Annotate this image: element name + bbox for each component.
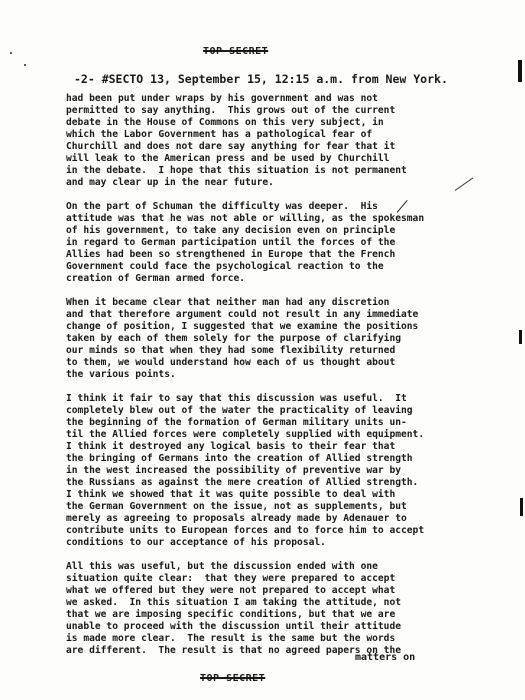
text-line: On the part of Schuman the difficulty was deeper. His — [66, 201, 378, 212]
text-line: the German Government on the issue, not as supplements, but — [66, 501, 407, 512]
scan-speck — [24, 64, 26, 66]
document-body — [66, 93, 506, 669]
text-line: I think it destroyed any logical basis to their fear that — [66, 441, 396, 452]
scan-edge-artifact — [518, 60, 522, 82]
paragraph-1 — [66, 93, 506, 189]
text-line: debate in the House of Commons on this very subject, in — [66, 117, 384, 128]
text-line: I think it fair to say that this discussion was useful. It — [66, 393, 407, 404]
scan-edge-artifact — [520, 498, 523, 516]
text-line: the beginning of the formation of German military units un- — [66, 417, 407, 428]
paragraph-4 — [66, 393, 506, 549]
text-line: the Russians as against the mere creation of Allied strength. — [66, 477, 419, 488]
text-line: situation quite clear: that they were prepared to accept — [66, 573, 396, 584]
continuation-text: matters on — [355, 652, 416, 663]
text-line: and that therefore argument could not result in any immediate — [66, 309, 419, 320]
paragraph-3 — [66, 297, 506, 381]
text-line: When it became clear that neither man had any discretion — [66, 297, 390, 308]
text-line: creation of German armed force. — [66, 273, 246, 284]
text-line: had been put under wraps by his government and was not — [66, 93, 378, 104]
text-line: I think we showed that it was quite possible to deal with — [66, 489, 396, 500]
scan-speck — [10, 52, 12, 54]
text-line: the various points. — [66, 369, 176, 380]
text-line: merely as agreeing to proposals already made by Adenauer to — [66, 513, 407, 524]
text-line: which the Labor Government has a pathological fear of — [66, 129, 373, 140]
text-line: to them, we would understand how each of us thought about — [66, 357, 396, 368]
text-line: attitude was that he was not able or willing, as the spokesman — [66, 213, 425, 224]
text-line: what we offered but they were not prepared to accept what — [66, 585, 396, 596]
text-line: we asked. In this situation I am taking the attitude, not — [66, 597, 402, 608]
text-line: is made more clear. The result is the same but the words — [66, 633, 396, 644]
classification-marking-bottom: TOP SECRET — [200, 673, 266, 684]
text-line: completely blew out of the water the practicality of leaving — [66, 405, 413, 416]
scan-edge-artifact — [519, 330, 522, 344]
classification-marking-top: TOP SECRET — [203, 46, 269, 57]
text-line: unable to proceed with the discussion until their attitude — [66, 621, 402, 632]
telegram-header: -2- #SECTO 13, September 15, 12:15 a.m. from New York. — [74, 72, 448, 86]
text-line: Government could face the psychological reaction to the — [66, 261, 384, 272]
text-line: til the Allied forces were completely supplied with equipment. — [66, 429, 425, 440]
text-line: taken by each of them solely for the purpose of clarifying — [66, 333, 402, 344]
text-line: are different. The result is that no agreed papers on the — [66, 645, 402, 656]
text-line: in the debate. I hope that this situation is not permanent — [66, 165, 407, 176]
text-line: the bringing of Germans into the creation of Allied strength — [66, 453, 413, 464]
text-line: of his government, to take any decision even on principle — [66, 225, 396, 236]
text-line: permitted to say anything. This grows out of the current — [66, 105, 396, 116]
text-line: Churchill and does not dare say anything for fear that it — [66, 141, 396, 152]
text-line: in regard to German participation until the forces of the — [66, 237, 396, 248]
text-line: that we are imposing specific conditions, but that we are — [66, 609, 396, 620]
paragraph-5 — [66, 561, 506, 657]
text-line: change of position, I suggested that we examine the positions — [66, 321, 419, 332]
paragraph-2 — [66, 201, 506, 285]
text-line: contribute units to European forces and to force him to accept — [66, 525, 425, 536]
text-line: conditions to our acceptance of his proposal. — [66, 537, 326, 548]
text-line: will leak to the American press and be used by Churchill — [66, 153, 390, 164]
text-line: Allies had been so strengthened in Europe that the French — [66, 249, 396, 260]
text-line: in the west increased the possibility of preventive war by — [66, 465, 402, 476]
text-line: All this was useful, but the discussion ended with one — [66, 561, 378, 572]
text-line: our minds so that when they had some flexibility returned — [66, 345, 396, 356]
text-line: and may clear up in the near future. — [66, 177, 274, 188]
